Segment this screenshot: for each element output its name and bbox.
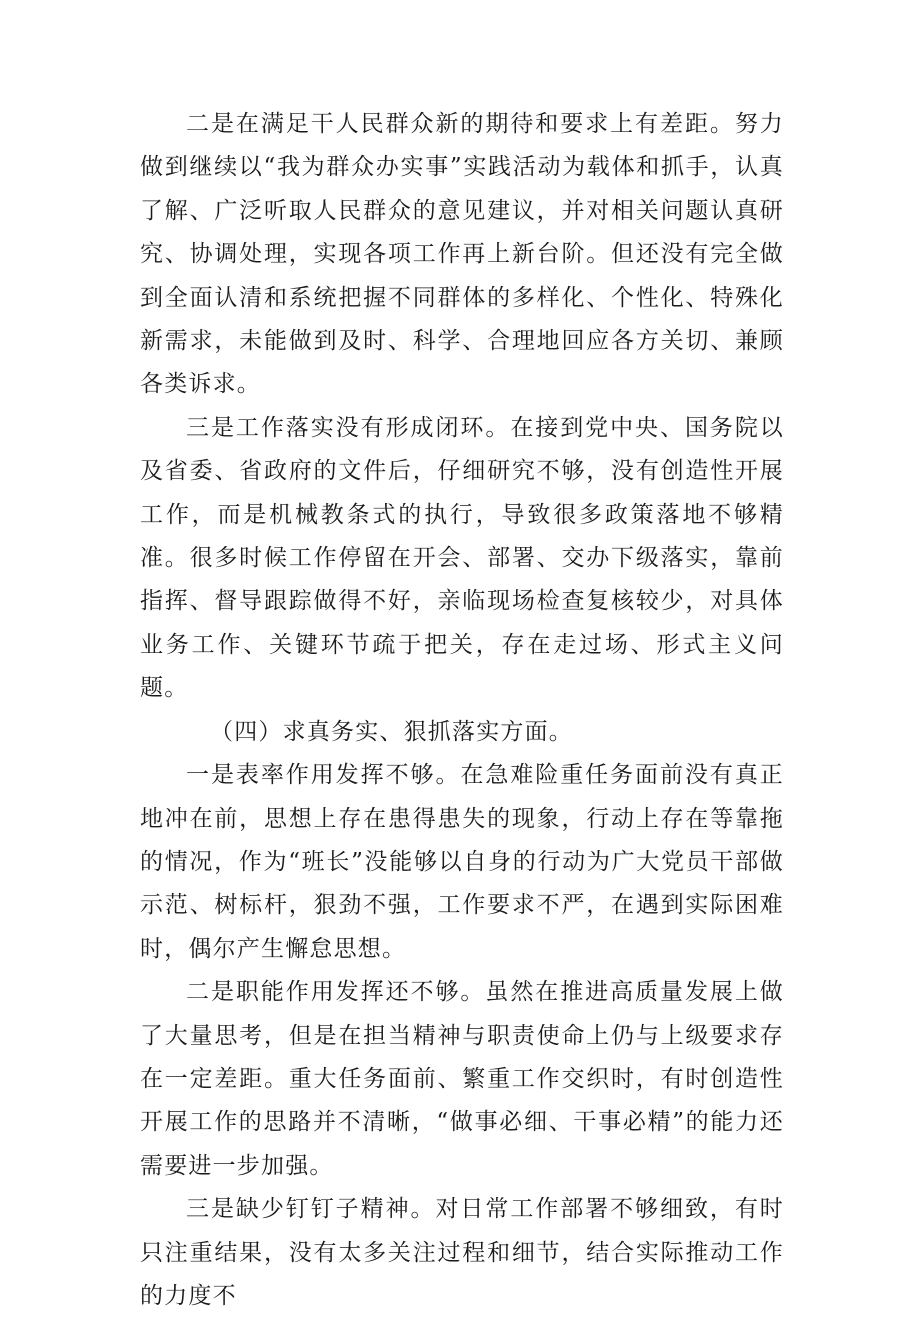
paragraph-persistence-spirit: 三是缺少钉钉子精神。对日常工作部署不够细致，有时只注重结果，没有太多关注过程和细节，结合实际推动工作的力度不	[140, 1196, 784, 1309]
document-body	[140, 103, 784, 1318]
paragraph-functional-role: 二是职能作用发挥还不够。虽然在推进高质量发展上做了大量思考，但是在担当精神与职责使命上仍与上级要求存在一定差距。重大任务面前、繁重工作交织时，有时创造性开展工作的思路并不清晰，“做事必细、干事必精”的能力还需要进一步加强。	[140, 979, 784, 1179]
paragraph-exemplary-role: 一是表率作用发挥不够。在急难险重任务面前没有真正地冲在前，思想上存在患得患失的现象，行动上存在等靠拖的情况，作为“班长”没能够以自身的行动为广大党员干部做示范、树标杆，狠劲不强，工作要求不严，在遇到实际困难时，偶尔产生懈怠思想。	[140, 762, 784, 962]
section-heading-four: （四）求真务实、狠抓落实方面。	[210, 718, 573, 745]
paragraph-public-expectations: 二是在满足干人民群众新的期待和要求上有差距。努力做到继续以“我为群众办实事”实践活动为载体和抓手，认真了解、广泛听取人民群众的意见建议，并对相关问题认真研究、协调处理，实现各项工作再上新台阶。但还没有完全做到全面认清和系统把握不同群体的多样化、个性化、特殊化新需求，未能做到及时、科学、合理地回应各方关切、兼顾各类诉求。	[140, 111, 784, 398]
paragraph-work-implementation: 三是工作落实没有形成闭环。在接到党中央、国务院以及省委、省政府的文件后，仔细研究不够，没有创造性开展工作，而是机械教条式的执行，导致很多政策落地不够精准。很多时候工作停留在开会、部署、交办下级落实，靠前指挥、督导跟踪做得不好，亲临现场检查复核较少，对具体业务工作、关键环节疏于把关，存在走过场、形式主义问题。	[140, 414, 784, 702]
